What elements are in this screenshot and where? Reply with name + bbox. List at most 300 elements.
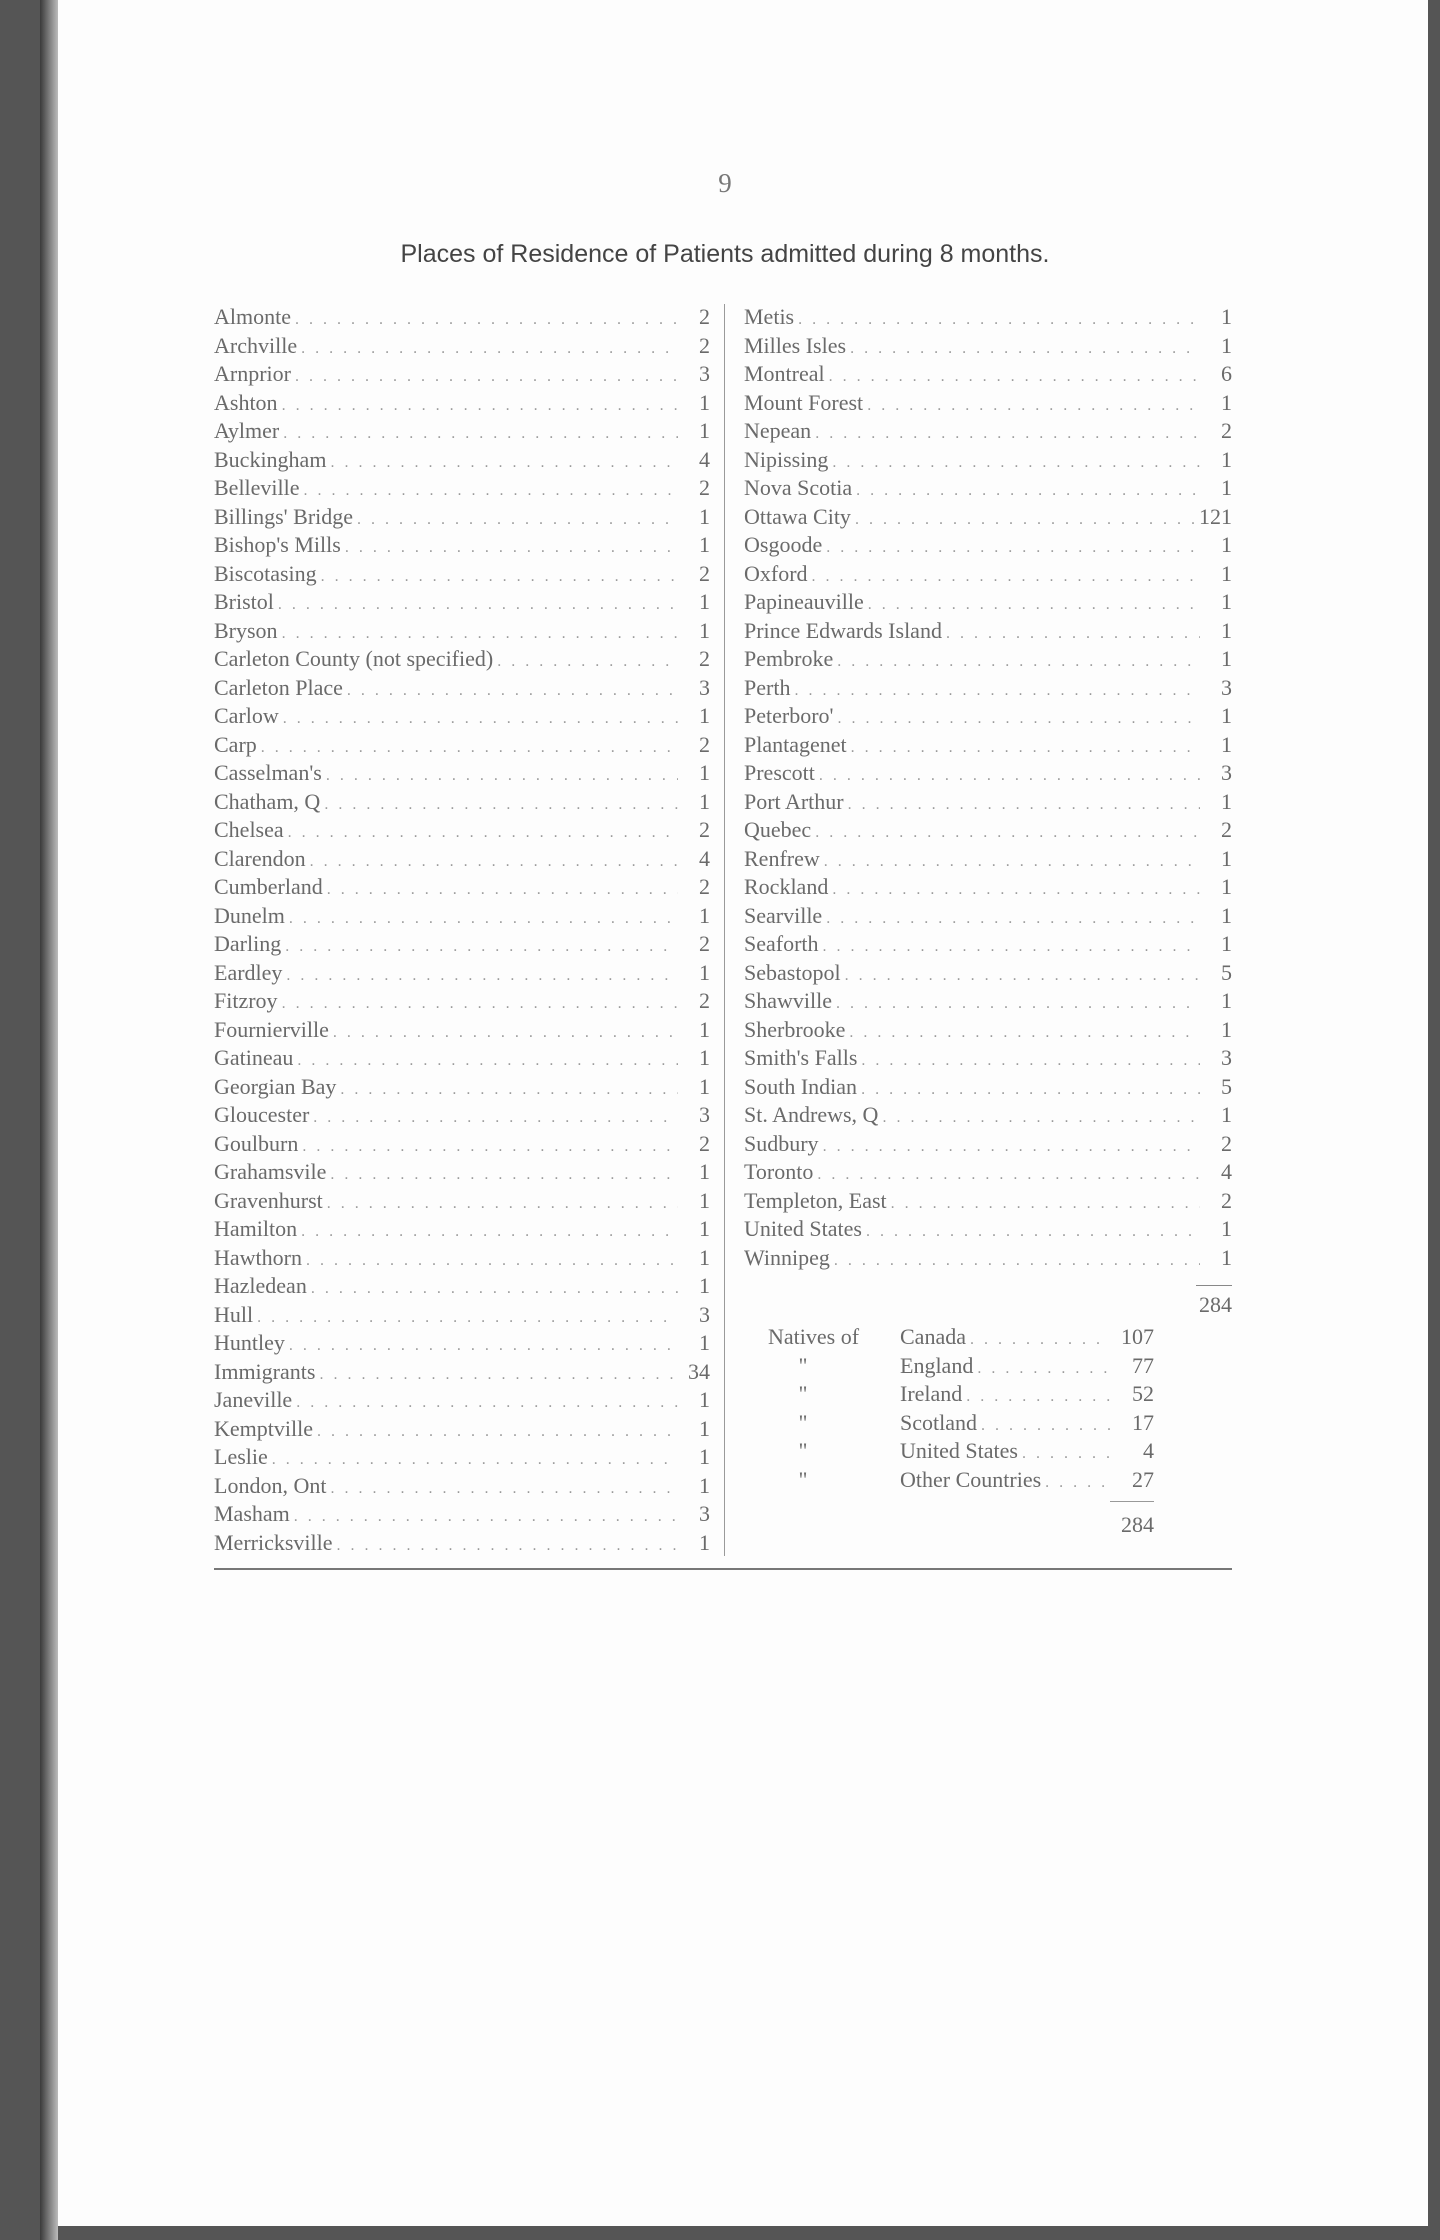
- residence-row: [744, 447, 1232, 476]
- place-name: Port Arthur: [744, 788, 844, 814]
- place-name: Bishop's Mills: [214, 532, 341, 557]
- native-count: 17: [1132, 1409, 1154, 1435]
- place-name: Gravenhurst: [214, 1187, 323, 1213]
- leader-dots: [304, 482, 678, 500]
- patient-count: 3: [699, 361, 710, 386]
- residence-row: [744, 960, 1232, 989]
- residence-row: [214, 1444, 710, 1473]
- leader-dots: [817, 1166, 1200, 1184]
- residence-row: [744, 532, 1232, 561]
- residence-row: [214, 646, 710, 675]
- place-name: Prince Edwards Island: [744, 617, 942, 643]
- place-name: Fitzroy: [214, 988, 278, 1013]
- leader-dots: [855, 511, 1195, 529]
- residence-row: [214, 418, 710, 447]
- leader-dots: [295, 311, 678, 329]
- patient-count: 1: [1221, 1244, 1232, 1270]
- residence-row: [744, 703, 1232, 732]
- residence-row: [214, 1045, 710, 1074]
- leader-dots: [882, 1109, 1200, 1127]
- leader-dots: [310, 853, 678, 871]
- leader-dots: [282, 625, 678, 643]
- residence-row: [214, 504, 710, 533]
- place-name: Gloucester: [214, 1102, 310, 1127]
- leader-dots: [301, 340, 678, 358]
- residence-row: [214, 931, 710, 960]
- place-name: Dunelm: [214, 902, 285, 928]
- place-name: Renfrew: [744, 845, 820, 871]
- place-name: Toronto: [744, 1159, 814, 1184]
- place-name: Georgian Bay: [214, 1073, 337, 1099]
- leader-dots: [851, 739, 1200, 757]
- place-name: Montreal: [744, 361, 825, 386]
- place-name: Carleton Place: [214, 674, 343, 700]
- leader-dots: [868, 596, 1200, 614]
- leader-dots: [330, 1166, 678, 1184]
- place-name: Smith's Falls: [744, 1045, 858, 1070]
- place-name: Nipissing: [744, 446, 829, 472]
- leader-dots: [282, 397, 678, 415]
- country-name: Ireland: [900, 1381, 963, 1406]
- patient-count: 1: [1221, 389, 1232, 415]
- country-name: Scotland: [900, 1409, 977, 1435]
- place-name: Rockland: [744, 874, 829, 899]
- residence-row: [744, 504, 1232, 533]
- ditto-mark: ": [798, 1409, 808, 1435]
- place-name: Oxford: [744, 560, 808, 586]
- residence-row: [214, 760, 710, 789]
- patient-count: 3: [1221, 1045, 1232, 1070]
- leader-dots: [850, 340, 1200, 358]
- place-name: Hamilton: [214, 1216, 298, 1241]
- place-name: Sudbury: [744, 1130, 819, 1156]
- natives-total-rule: [1110, 1501, 1154, 1502]
- patient-count: 1: [699, 760, 710, 785]
- residence-row: [214, 361, 710, 390]
- patient-count: 3: [699, 1301, 710, 1327]
- leader-dots: [497, 653, 678, 671]
- place-name: Mount Forest: [744, 389, 864, 415]
- patient-count: 1: [699, 1244, 710, 1270]
- patient-count: 2: [1221, 817, 1232, 842]
- leader-dots: [815, 824, 1200, 842]
- natives-prefix: Natives of: [768, 1324, 860, 1349]
- patient-count: 1: [1221, 475, 1232, 500]
- residence-row: [214, 589, 710, 618]
- residence-row: [214, 1273, 710, 1302]
- residence-row: [744, 390, 1232, 419]
- residence-row: [214, 846, 710, 875]
- patient-count: 2: [1221, 418, 1232, 443]
- patient-count: 5: [1221, 959, 1232, 985]
- leader-dots: [283, 710, 678, 728]
- residence-row: [214, 874, 710, 903]
- place-name: Biscotasing: [214, 560, 317, 586]
- place-name: St. Andrews, Q: [744, 1102, 879, 1127]
- patient-count: 1: [1221, 731, 1232, 757]
- leader-dots: [330, 1480, 678, 1498]
- residence-row: [744, 931, 1232, 960]
- leader-dots: [798, 311, 1200, 329]
- leader-dots: [278, 596, 678, 614]
- residence-row: [214, 789, 710, 818]
- residence-row: [214, 1159, 710, 1188]
- residence-row: [744, 304, 1232, 333]
- patient-count: 1: [1221, 845, 1232, 871]
- patient-count: 1: [699, 1073, 710, 1099]
- leader-dots: [966, 1388, 1110, 1406]
- residence-row: [744, 1102, 1232, 1131]
- place-name: Darling: [214, 931, 282, 956]
- place-name: Grahamsvile: [214, 1159, 327, 1184]
- place-name: London, Ont: [214, 1472, 327, 1498]
- residence-row: [214, 618, 710, 647]
- place-name: Goulburn: [214, 1130, 299, 1156]
- patient-count: 1: [1221, 646, 1232, 671]
- patient-count: 1: [1221, 332, 1232, 358]
- table-title: Places of Residence of Patients admitted during 8 months.: [400, 240, 1050, 268]
- patient-count: 2: [1221, 1130, 1232, 1156]
- leader-dots: [324, 796, 678, 814]
- residence-row: [214, 817, 710, 846]
- place-name: Arnprior: [214, 361, 291, 386]
- place-name: Cumberland: [214, 874, 323, 899]
- residence-row: [214, 903, 710, 932]
- place-name: Kemptville: [214, 1415, 313, 1441]
- patient-count: 1: [1221, 617, 1232, 643]
- leader-dots: [826, 539, 1200, 557]
- leader-dots: [866, 1223, 1200, 1241]
- patient-count: 2: [699, 988, 710, 1013]
- leader-dots: [347, 682, 678, 700]
- patient-count: 1: [699, 1159, 710, 1184]
- patient-count: 1: [1221, 703, 1232, 728]
- patient-count: 121: [1199, 503, 1232, 529]
- place-name: Almonte: [214, 304, 291, 329]
- residence-row: [744, 1074, 1232, 1103]
- place-name: Prescott: [744, 760, 815, 785]
- patient-count: 1: [699, 617, 710, 643]
- leader-dots: [282, 995, 678, 1013]
- leader-dots: [294, 1508, 678, 1526]
- place-name: Metis: [744, 304, 795, 329]
- place-name: Eardley: [214, 959, 283, 985]
- residence-row: [744, 475, 1232, 504]
- native-count: 4: [1143, 1438, 1154, 1463]
- residence-row: [214, 1501, 710, 1530]
- country-name: Canada: [900, 1324, 966, 1349]
- patient-count: 1: [699, 1216, 710, 1241]
- residence-row: [744, 561, 1232, 590]
- natives-row: [768, 1410, 1154, 1439]
- residence-row: [214, 1131, 710, 1160]
- bottom-rule: [214, 1568, 1232, 1570]
- residence-row: [744, 1245, 1232, 1274]
- leader-dots: [824, 853, 1200, 871]
- patient-count: 1: [1221, 788, 1232, 814]
- patient-count: 1: [1221, 1216, 1232, 1241]
- leader-dots: [819, 767, 1200, 785]
- residence-row: [744, 361, 1232, 390]
- leader-dots: [834, 1252, 1200, 1270]
- leader-dots: [289, 1337, 678, 1355]
- leader-dots: [283, 425, 678, 443]
- patient-count: 1: [699, 589, 710, 614]
- place-name: Hawthorn: [214, 1244, 302, 1270]
- leader-dots: [861, 1081, 1200, 1099]
- leader-dots: [319, 1366, 678, 1384]
- patient-count: 1: [699, 1273, 710, 1298]
- native-count: 107: [1121, 1324, 1154, 1349]
- residence-row: [214, 1359, 710, 1388]
- place-name: South Indian: [744, 1073, 858, 1099]
- place-name: Sherbrooke: [744, 1016, 846, 1042]
- patient-count: 1: [1221, 874, 1232, 899]
- place-name: Clarendon: [214, 845, 306, 871]
- leader-dots: [330, 454, 678, 472]
- place-name: Bryson: [214, 617, 278, 643]
- patient-count: 4: [1221, 1159, 1232, 1184]
- leader-dots: [823, 1138, 1200, 1156]
- leader-dots: [327, 881, 678, 899]
- native-count: 77: [1132, 1352, 1154, 1378]
- patient-count: 1: [1221, 589, 1232, 614]
- residence-row: [214, 1387, 710, 1416]
- residence-row: [214, 732, 710, 761]
- place-name: Carleton County (not specified): [214, 646, 494, 671]
- residence-row: [214, 304, 710, 333]
- residence-row: [744, 903, 1232, 932]
- place-name: Chatham, Q: [214, 788, 321, 814]
- document-page: [58, 0, 1428, 2226]
- residence-row: [744, 589, 1232, 618]
- leader-dots: [815, 425, 1200, 443]
- leader-dots: [340, 1081, 678, 1099]
- leader-dots: [845, 967, 1200, 985]
- patient-count: 1: [699, 1016, 710, 1042]
- natives-summary: [768, 1324, 1154, 1538]
- patient-count: 1: [1221, 532, 1232, 557]
- leader-dots: [286, 967, 678, 985]
- natives-row: [768, 1353, 1154, 1382]
- residence-row: [744, 1216, 1232, 1245]
- place-name: Leslie: [214, 1444, 268, 1469]
- place-name: Casselman's: [214, 760, 322, 785]
- leader-dots: [849, 1024, 1200, 1042]
- place-name: Templeton, East: [744, 1187, 887, 1213]
- leader-dots: [317, 1423, 678, 1441]
- leader-dots: [333, 1024, 678, 1042]
- residence-row: [744, 1017, 1232, 1046]
- place-name: Nova Scotia: [744, 475, 853, 500]
- place-name: Gatineau: [214, 1045, 294, 1070]
- leader-dots: [301, 1223, 678, 1241]
- place-name: Archville: [214, 332, 298, 358]
- place-name: Pembroke: [744, 646, 834, 671]
- leader-dots: [970, 1331, 1110, 1349]
- place-name: Nepean: [744, 418, 812, 443]
- leader-dots: [856, 482, 1200, 500]
- patient-count: 2: [1221, 1187, 1232, 1213]
- page-binding-edge: [40, 0, 58, 2240]
- residence-row: [214, 1416, 710, 1445]
- leader-dots: [848, 796, 1200, 814]
- residence-row: [214, 532, 710, 561]
- place-name: Shawville: [744, 988, 832, 1013]
- leader-dots: [836, 995, 1200, 1013]
- leader-dots: [832, 454, 1200, 472]
- patient-count: 1: [699, 1472, 710, 1498]
- place-name: Belleville: [214, 475, 300, 500]
- residence-row: [214, 1302, 710, 1331]
- country-name: England: [900, 1352, 974, 1378]
- leader-dots: [1045, 1474, 1110, 1492]
- patient-count: 2: [699, 304, 710, 329]
- patient-count: 1: [699, 1387, 710, 1412]
- leader-dots: [812, 568, 1200, 586]
- leader-dots: [257, 1309, 678, 1327]
- patient-count: 1: [699, 1529, 710, 1555]
- residence-row: [744, 760, 1232, 789]
- natives-total: 284: [1121, 1512, 1154, 1537]
- patient-count: 3: [1221, 760, 1232, 785]
- total-rule: [1196, 1285, 1232, 1286]
- place-name: Bristol: [214, 589, 274, 614]
- leader-dots: [285, 938, 678, 956]
- place-name: Milles Isles: [744, 332, 847, 358]
- patient-count: 6: [1221, 361, 1232, 386]
- residence-row: [744, 817, 1232, 846]
- patient-count: 3: [699, 1102, 710, 1127]
- patient-count: 3: [699, 1501, 710, 1526]
- leader-dots: [826, 910, 1200, 928]
- residence-row: [214, 1473, 710, 1502]
- leader-dots: [261, 739, 678, 757]
- place-name: Ashton: [214, 389, 278, 415]
- leader-dots: [823, 938, 1200, 956]
- place-name: Carlow: [214, 703, 279, 728]
- residence-row: [214, 1188, 710, 1217]
- place-name: Ottawa City: [744, 503, 851, 529]
- page-number: 9: [718, 168, 732, 198]
- residence-row: [214, 1330, 710, 1359]
- natives-row: [768, 1467, 1154, 1496]
- residence-row: [744, 1045, 1232, 1074]
- patient-count: 1: [699, 1045, 710, 1070]
- residence-row: [214, 1074, 710, 1103]
- ditto-mark: ": [798, 1352, 808, 1378]
- patient-count: 1: [1221, 931, 1232, 956]
- residence-row: [744, 675, 1232, 704]
- leader-dots: [297, 1052, 678, 1070]
- place-name: Chelsea: [214, 817, 284, 842]
- ditto-mark: ": [798, 1438, 808, 1463]
- leader-dots: [891, 1195, 1200, 1213]
- leader-dots: [837, 653, 1200, 671]
- native-count: 52: [1132, 1381, 1154, 1406]
- place-name: Merricksville: [214, 1529, 333, 1555]
- patient-count: 2: [699, 646, 710, 671]
- leader-dots: [1022, 1445, 1110, 1463]
- leader-dots: [838, 710, 1201, 728]
- place-name: Hazledean: [214, 1273, 307, 1298]
- patient-count: 2: [699, 931, 710, 956]
- native-count: 27: [1132, 1466, 1154, 1492]
- place-name: Peterboro': [744, 703, 834, 728]
- residence-row: [744, 646, 1232, 675]
- place-name: Winnipeg: [744, 1244, 830, 1270]
- residence-row: [744, 789, 1232, 818]
- patient-count: 2: [699, 731, 710, 757]
- place-name: Immigrants: [214, 1358, 316, 1384]
- leader-dots: [946, 625, 1200, 643]
- place-name: Perth: [744, 674, 791, 700]
- residence-row: [744, 874, 1232, 903]
- leader-dots: [289, 910, 678, 928]
- patient-count: 34: [688, 1358, 710, 1384]
- leader-dots: [311, 1280, 678, 1298]
- residence-row: [744, 618, 1232, 647]
- patient-count: 1: [699, 532, 710, 557]
- residence-row: [214, 988, 710, 1017]
- patient-count: 2: [699, 817, 710, 842]
- ditto-mark: ": [798, 1381, 808, 1406]
- patient-count: 1: [699, 389, 710, 415]
- leader-dots: [313, 1109, 678, 1127]
- residence-row: [214, 1017, 710, 1046]
- place-name: Masham: [214, 1501, 290, 1526]
- leader-dots: [327, 1195, 678, 1213]
- leader-dots: [296, 1394, 678, 1412]
- place-name: Seaforth: [744, 931, 819, 956]
- residence-row: [744, 846, 1232, 875]
- residence-row: [214, 703, 710, 732]
- leader-dots: [321, 568, 678, 586]
- leader-dots: [288, 824, 678, 842]
- residence-row: [214, 561, 710, 590]
- residence-row: [744, 1188, 1232, 1217]
- patient-count: 1: [1221, 304, 1232, 329]
- residence-row: [214, 1245, 710, 1274]
- patient-count: 3: [1221, 674, 1232, 700]
- place-name: United States: [744, 1216, 862, 1241]
- patient-count: 2: [699, 874, 710, 899]
- patient-count: 1: [699, 902, 710, 928]
- patient-count: 1: [699, 1415, 710, 1441]
- leader-dots: [829, 368, 1200, 386]
- patient-count: 5: [1221, 1073, 1232, 1099]
- patient-count: 1: [699, 1444, 710, 1469]
- residence-row: [214, 1216, 710, 1245]
- leader-dots: [326, 767, 678, 785]
- residence-row: [744, 418, 1232, 447]
- place-name: Plantagenet: [744, 731, 847, 757]
- residence-row: [214, 390, 710, 419]
- patient-count: 1: [699, 1330, 710, 1355]
- column-divider: [724, 304, 725, 1556]
- patient-count: 1: [1221, 988, 1232, 1013]
- place-name: Fournierville: [214, 1016, 329, 1042]
- residence-row: [744, 732, 1232, 761]
- residence-row: [214, 1530, 710, 1559]
- ditto-mark: ": [798, 1466, 808, 1492]
- right-total: 284: [1199, 1292, 1232, 1317]
- patient-count: 2: [699, 1130, 710, 1156]
- patient-count: 1: [1221, 1102, 1232, 1127]
- place-name: Billings' Bridge: [214, 503, 354, 529]
- place-name: Searville: [744, 902, 823, 928]
- patient-count: 1: [699, 703, 710, 728]
